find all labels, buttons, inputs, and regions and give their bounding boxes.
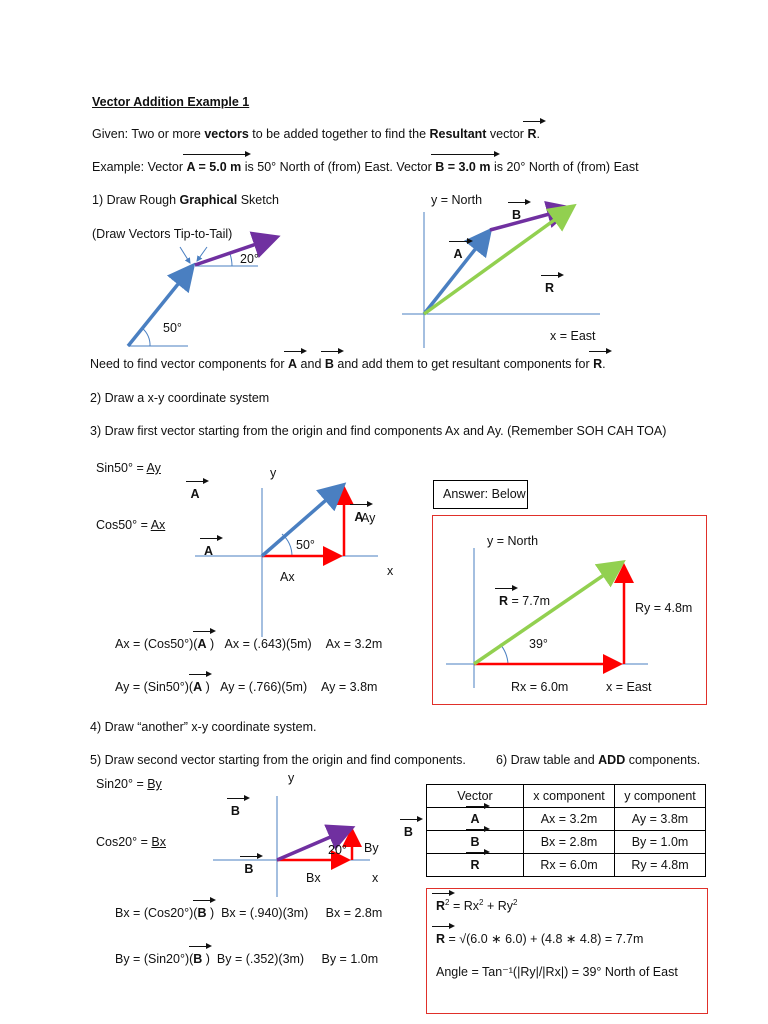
step5-heading: 5) Draw second vector starting from the origin and find components. (90, 753, 466, 767)
ay-equation: Ay = (Sin50°)(A ) Ay = (.766)(5m) Ay = 3.8m (115, 680, 378, 694)
sin50-eq: Sin50° = Ay (96, 461, 161, 475)
result-line-1: $R^2 = Rx^2 + Ry^2$ (436, 898, 518, 914)
bx-equation: Bx = (Cos20°)(B ) Bx = (.940)(3m) Bx = 2.8m (115, 906, 383, 920)
example-vector-b: B = 3.0 m (435, 160, 491, 174)
table-row-r-vector: R (470, 858, 480, 872)
table-row-a-y: Ay = 3.8m (615, 808, 706, 831)
table-header-y: y component (615, 785, 706, 808)
given-line: Given: Two or more vectors to be added together to find the Resultant vector R. (92, 127, 540, 141)
sketch1-pointer-2 (197, 247, 207, 261)
page-title: Vector Addition Example 1 (92, 95, 250, 109)
table-row (427, 808, 706, 831)
sketch2-label-r: R (544, 281, 554, 295)
table-row-a-x: Ax = 3.2m (524, 808, 615, 831)
sketch1-vector-b (195, 238, 274, 265)
plot3-label-a: A (354, 510, 364, 524)
plot5-x-label: x (372, 871, 379, 885)
step3-heading: 3) Draw first vector starting from the origin and find components Ax and Ay. (Remember SOH CAH TOA) (90, 424, 667, 438)
step2-heading: 2) Draw a x-y coordinate system (90, 391, 270, 405)
table-row-r-x: Rx = 6.0m (524, 854, 615, 877)
sin20-den: B (230, 804, 240, 818)
table-row-a-vector: A (470, 812, 480, 826)
sketch2-label-a: A (453, 247, 463, 261)
component-table (426, 784, 706, 877)
plot5-angle: 20° (328, 843, 347, 857)
plot3-label-ax: Ax (280, 570, 295, 584)
step1-subheading: (Draw Vectors Tip-to-Tail) (92, 227, 233, 241)
cos20-eq: Cos20° = Bx (96, 835, 166, 849)
plot3-label-ay: Ay (361, 511, 376, 525)
answer-y-label: y = North (487, 534, 539, 548)
sketch1-pointer-1 (180, 247, 190, 263)
sketch2-x-label: x = East (550, 329, 596, 343)
example-line: Example: Vector A = 5.0 m is 50° North of (from) East. Vector B = 3.0 m is 20° North of (from) East (92, 160, 639, 174)
sketch2-vector-r (424, 208, 571, 314)
step6-heading: 6) Draw table and ADD components. (496, 753, 701, 767)
answer-r-label: R = 7.7m (499, 594, 551, 608)
ax-equation: Ax = (Cos50°)(A ) Ax = (.643)(5m) Ax = 3.2m (115, 637, 383, 651)
example-vector-a: A = 5.0 m (186, 160, 242, 174)
sin50-den: A (190, 487, 200, 501)
step4-heading: 4) Draw “another” x-y coordinate system. (90, 720, 317, 734)
plot3-angle: 50° (296, 538, 315, 552)
result-line-2: R = √(6.0 ∗ 6.0) + (4.8 ∗ 4.8) = 7.7m (436, 932, 644, 946)
sketch1-angle-50: 50° (163, 321, 182, 335)
cos50-eq: Cos50° = Ax (96, 518, 166, 532)
sin20-eq: Sin20° = By (96, 777, 162, 791)
plot5-y-label: y (288, 771, 295, 785)
by-equation: By = (Sin20°)(B ) By = (.352)(3m) By = 1.0m (115, 952, 379, 966)
plot5-label-by: By (364, 841, 379, 855)
table-row (427, 831, 706, 854)
answer-x-label: x = East (606, 680, 652, 694)
sketch2 (402, 208, 600, 348)
plot3-y-label: y (270, 466, 277, 480)
table-header-row (427, 785, 706, 808)
plot5-label-b: B (403, 825, 413, 839)
plot5-label-bx: Bx (306, 871, 321, 885)
cos20-den: B (244, 862, 254, 876)
answer-label: Answer: Below (443, 487, 526, 501)
sketch2-y-label: y = North (431, 193, 483, 207)
step1-heading: 1) Draw Rough Graphical Sketch (92, 193, 279, 207)
sketch1-arc-50 (142, 328, 150, 346)
table-row-b-y: By = 1.0m (615, 831, 706, 854)
answer-rx-label: Rx = 6.0m (511, 680, 569, 694)
sketch2-label-b: B (512, 208, 522, 222)
table-row-b-vector: B (470, 835, 480, 849)
table-header-x: x component (524, 785, 615, 808)
table-row-b-x: Bx = 2.8m (524, 831, 615, 854)
need-line: Need to find vector components for A and B and add them to get resultant components for R. (90, 357, 606, 371)
sketch1-angle-20: 20° (240, 252, 259, 266)
sketch1-arc-20 (230, 254, 232, 266)
answer-angle: 39° (529, 637, 548, 651)
result-line-3: Angle = Tan⁻¹(|Ry|/|Rx|) = 39° North of East (436, 965, 678, 979)
answer-ry-label: Ry = 4.8m (635, 601, 693, 615)
cos50-den: A (203, 544, 213, 558)
plot3-x-label: x (387, 564, 394, 578)
table-header-vector: Vector (427, 785, 524, 808)
plot3 (195, 487, 378, 637)
table-row-r-y: Ry = 4.8m (615, 854, 706, 877)
table-row (427, 854, 706, 877)
